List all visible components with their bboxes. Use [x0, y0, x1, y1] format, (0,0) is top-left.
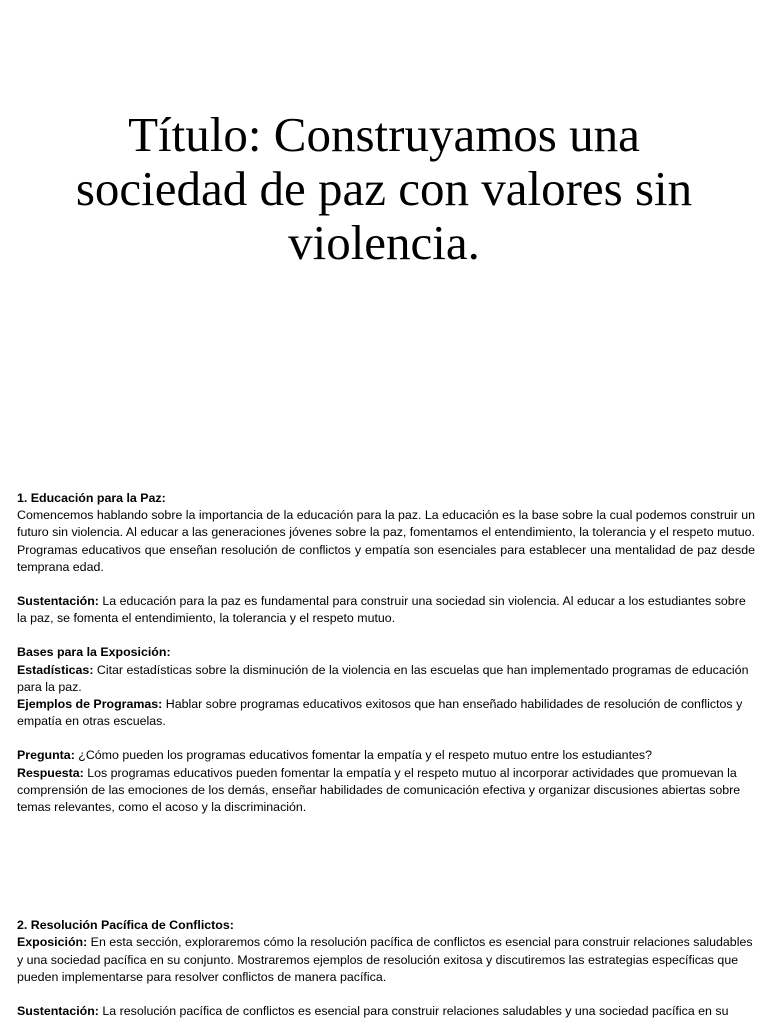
sustentacion-2-text: La resolución pacífica de conflictos es esencial para construir relaciones saludables y una sociedad pacífica en su: [98, 1004, 729, 1019]
ejemplos-label: Ejemplos de Programas:: [17, 697, 163, 712]
estadisticas-text: Citar estadísticas sobre la disminución de la violencia en las escuelas que han implementado programas de educación para la paz.: [17, 662, 749, 694]
pregunta-text: ¿Cómo pueden los programas educativos fomentar la empatía y el respeto mutuo entre los estudiantes?: [74, 748, 652, 763]
sustentacion-label: Sustentación:: [17, 594, 99, 609]
section-1-heading: 1. Educación para la Paz:: [17, 491, 166, 505]
exposicion-item: [17, 934, 755, 986]
section-1-intro: Comencemos hablando sobre la importancia de la educación para la paz. La educación es la base sobre la cual podemos construir un futuro sin violencia. Al educar a las generaciones jóvenes sobre la paz, fomentamos el entendimiento, la tolerancia y el respeto mutuo. Programas educativos que enseñan resolución de conflictos y empatía son esenciales para establecer una mentalidad de paz desde temprana edad.: [17, 508, 755, 574]
pregunta-label: Pregunta:: [17, 748, 75, 763]
document-title: Título: Construyamos una sociedad de paz con valores sin violencia.: [75, 107, 693, 270]
section-2-heading: 2. Resolución Pacífica de Conflictos:: [17, 918, 234, 933]
estadisticas-label: Estadísticas:: [17, 662, 94, 677]
respuesta-item: [17, 765, 755, 817]
exposicion-label: Exposición:: [17, 935, 88, 950]
ejemplos-item: [17, 696, 755, 730]
bases-heading: Bases para la Exposición:: [17, 645, 171, 660]
respuesta-text: Los programas educativos pueden fomentar la empatía y el respeto mutuo al incorporar actividades que promuevan la comprensión de las emociones de los demás, enseñar habilidades de comunicación efectiva y organizar discusiones abiertas sobre temas relevantes, como el acoso y la discriminación.: [17, 765, 741, 815]
sustentacion-2-label: Sustentación:: [17, 1004, 99, 1019]
respuesta-label: Respuesta:: [17, 765, 84, 780]
sustentacion-text: La educación para la paz es fundamental para construir una sociedad sin violencia. Al educar a los estudiantes sobre la paz, se fomenta el entendimiento, la tolerancia y el respeto mutuo.: [17, 594, 746, 626]
section-2-sustentacion: [17, 1003, 755, 1020]
exposicion-text: En esta sección, exploraremos cómo la resolución pacífica de conflictos es esencial para construir relaciones saludables y una sociedad pacífica en su conjunto. Mostraremos ejemplos de resolución exitosa y discutiremos las estrategias específicas que pueden implementarse para resolver conflictos de manera pacífica.: [17, 935, 753, 984]
document-body: [17, 490, 755, 1020]
ejemplos-text: Hablar sobre programas educativos exitosos que han enseñado habilidades de resolución de conflictos y empatía en otras escuelas.: [17, 697, 743, 729]
section-1-sustentacion: [17, 593, 755, 627]
estadisticas-item: [17, 662, 755, 696]
pregunta-item: [17, 747, 755, 764]
